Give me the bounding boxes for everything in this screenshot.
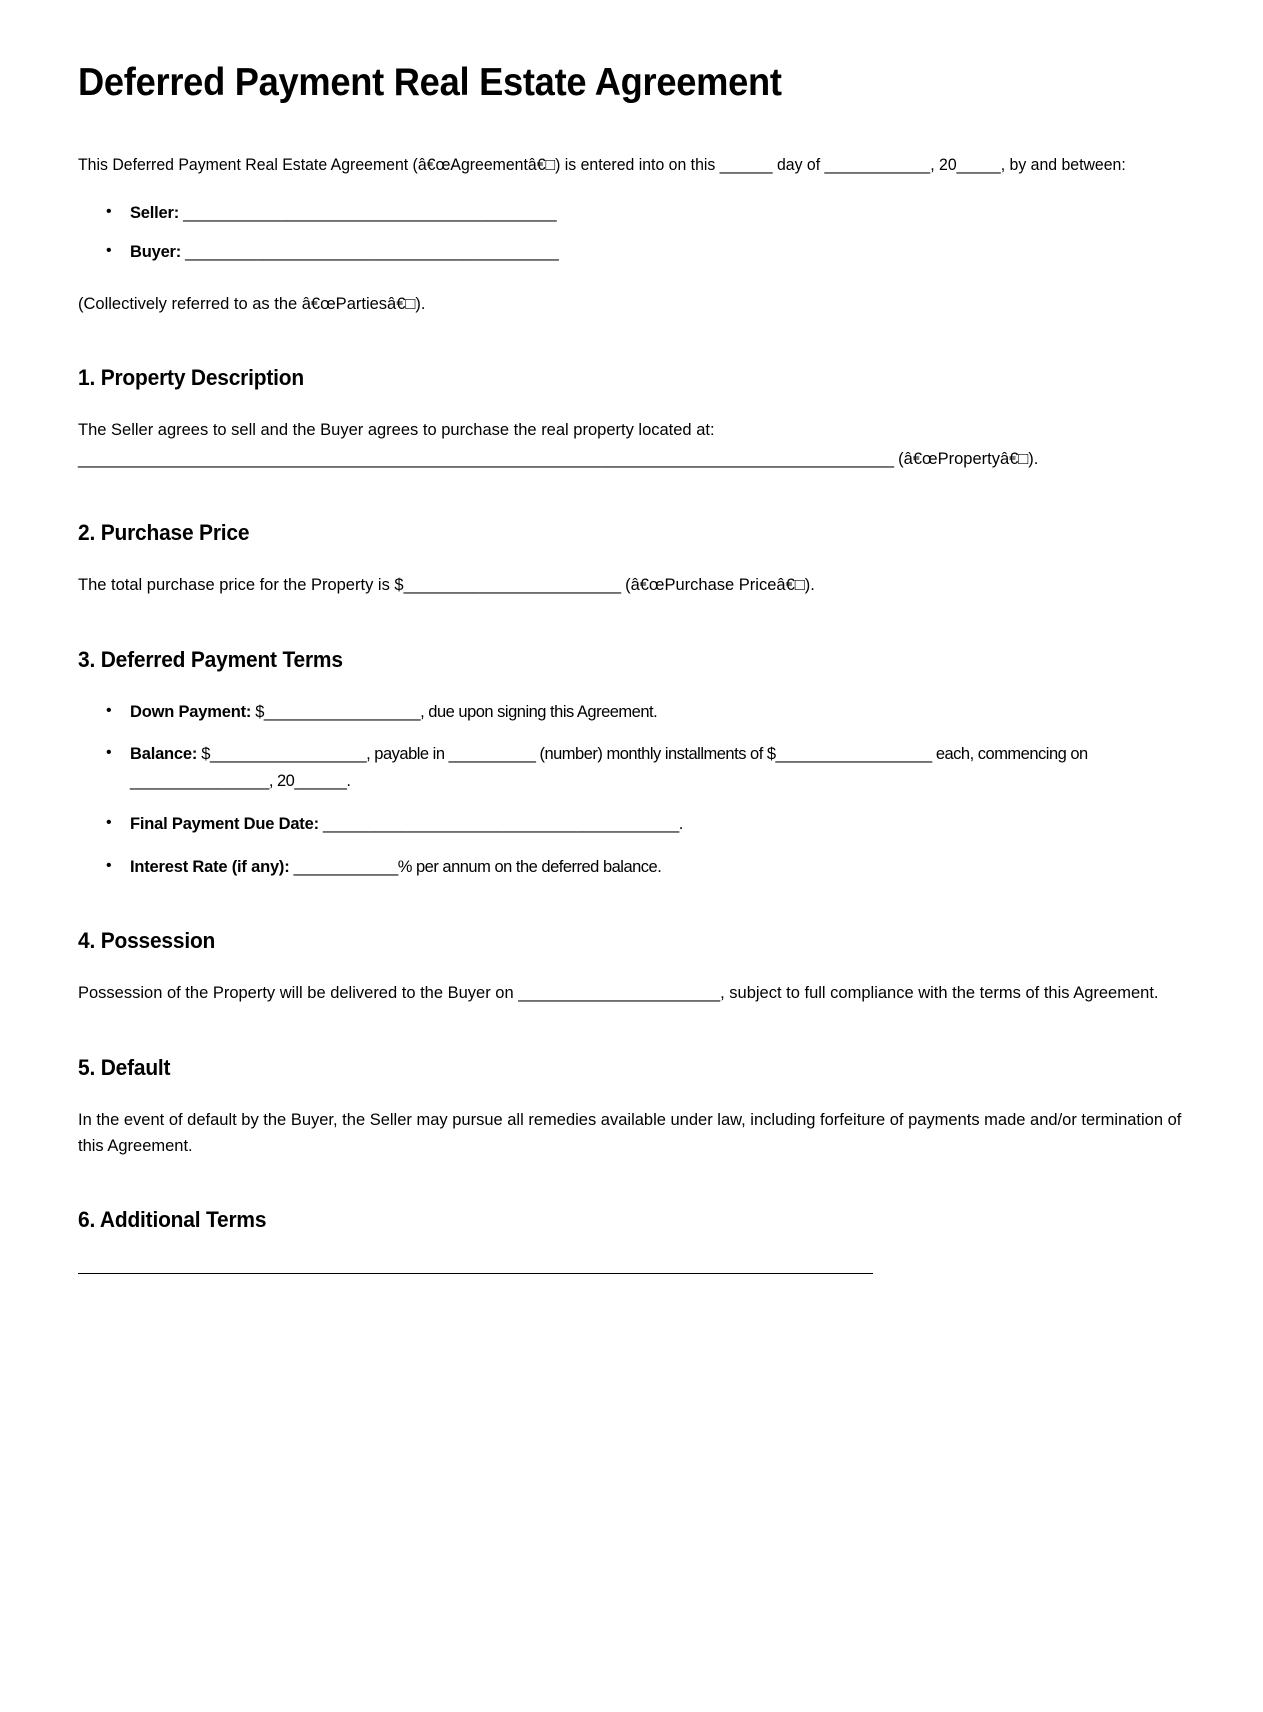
buyer-blank[interactable]: ___________________________________________	[181, 243, 559, 262]
down-payment-text[interactable]: $__________________, due upon signing this Agreement.	[251, 702, 658, 721]
section-heading-property-description: 1. Property Description	[78, 365, 304, 391]
seller-label: Seller:	[130, 204, 180, 223]
intro-paragraph: This Deferred Payment Real Estate Agreement (â€œAgreementâ€□) is entered into on this ______ day of ____________, 20_____, by and between:	[78, 155, 1126, 174]
purchase-price-body	[78, 572, 1191, 598]
additional-terms-blank-rule[interactable]	[78, 1273, 873, 1274]
property-description-body: The Seller agrees to sell and the Buyer agrees to purchase the real property located at:	[78, 421, 715, 440]
section-heading-default: 5. Default	[78, 1054, 171, 1080]
list-item-down-payment	[78, 699, 1130, 726]
buyer-label: Buyer:	[130, 243, 182, 262]
purchase-price-text-before: The total purchase price for the Property is $	[78, 576, 404, 595]
balance-text[interactable]: $__________________, payable in __________ (number) monthly installments of $__________________ each, commencing on ________________, 20______.	[130, 745, 1088, 791]
list-item-interest-rate	[78, 854, 1130, 881]
final-payment-due-date-label: Final Payment Due Date:	[130, 814, 319, 833]
interest-rate-label: Interest Rate (if any):	[130, 857, 290, 876]
list-item-seller	[78, 200, 1191, 227]
collective-parties-note: (Collectively referred to as the â€œPartiesâ€□).	[78, 294, 426, 313]
possession-body: Possession of the Property will be delivered to the Buyer on ______________________, subject to full compliance with the terms of this Agreement.	[78, 984, 1159, 1003]
purchase-price-blank[interactable]: _________________________	[403, 576, 621, 595]
purchase-price-text-after: (â€œPurchase Priceâ€□).	[620, 576, 815, 595]
list-item-buyer	[78, 239, 1191, 266]
default-body: In the event of default by the Buyer, the Seller may pursue all remedies available under law, including forfeiture of payments made and/or termination of this Agreement.	[78, 1110, 1182, 1155]
section-heading-deferred-payment-terms: 3. Deferred Payment Terms	[78, 646, 343, 672]
seller-blank[interactable]: ___________________________________________	[179, 204, 557, 223]
page-title: Deferred Payment Real Estate Agreement	[78, 61, 782, 104]
parties-list	[78, 200, 1191, 265]
list-item-final-payment-due-date	[78, 811, 1130, 838]
section-heading-purchase-price: 2. Purchase Price	[78, 520, 250, 546]
final-payment-due-date-text[interactable]: _________________________________________.	[318, 814, 683, 833]
property-address-line	[78, 446, 1191, 472]
property-address-blank[interactable]: ______________________________________________________________________________________________	[78, 449, 894, 468]
property-defined-term: (â€œPropertyâ€□).	[893, 449, 1039, 468]
down-payment-label: Down Payment:	[130, 702, 252, 721]
section-heading-additional-terms: 6. Additional Terms	[78, 1207, 267, 1233]
interest-rate-text[interactable]: ____________% per annum on the deferred balance.	[289, 857, 662, 876]
balance-label: Balance:	[130, 745, 198, 764]
section-heading-possession: 4. Possession	[78, 928, 216, 954]
list-item-balance	[78, 741, 1130, 794]
deferred-payment-terms-list	[78, 699, 1191, 881]
